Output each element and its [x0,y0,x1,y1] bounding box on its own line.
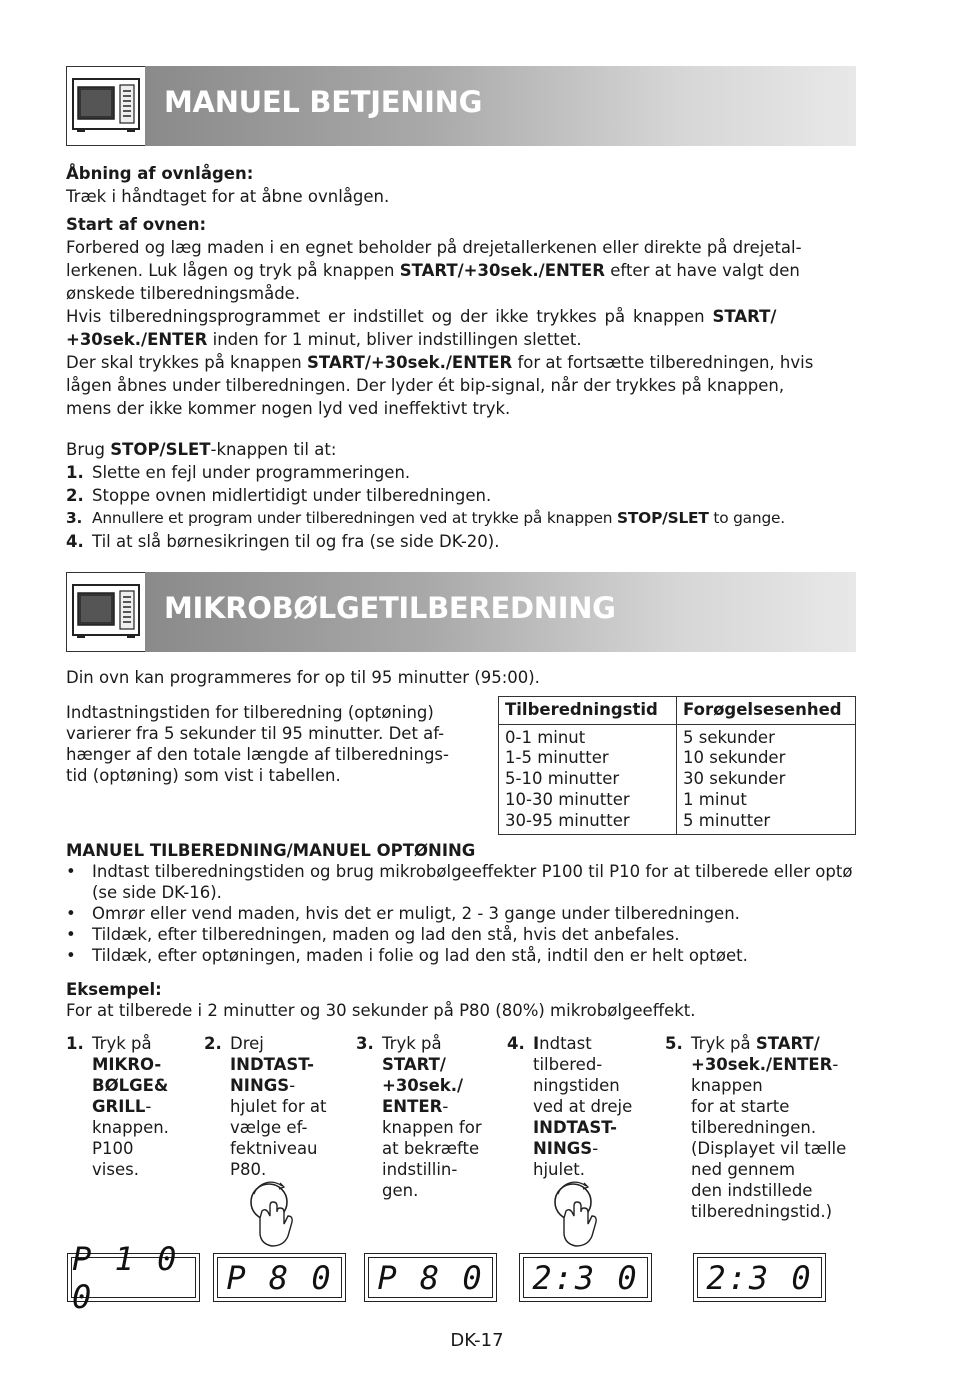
section-banner-manuel [66,66,856,146]
step-5: 5. Tryk på START/ +30sek./ENTER- knappen for at starte tilberedningen. (Displayet vil tælle ned gennem den indstillede tilberedningstid.) [665,1034,847,1221]
section-banner-mikrobolge [66,572,856,652]
start-p1a: Forbered og læg maden i en egnet beholder på drejetallerkenen eller direkte på drejetal- [66,238,802,257]
display-panel: P 8 0 [213,1253,346,1302]
step-3: 3. Tryk på START/ +30sek./ ENTER- knappen for at bekræfte indstillin- gen. [356,1034,482,1200]
section1-body [66,162,856,208]
display-panel: P 1 0 0 [67,1253,200,1302]
start-p3a: Der skal trykkes på knappen START/+30sek./ENTER for at fortsætte tilberedningen, hvis [66,353,814,372]
list-item: • Omrør eller vend maden, hvis det er muligt, 2 - 3 gange under tilberedningen. [66,903,856,924]
desc-line: hænger af den totale længde af tilberednings- [66,745,449,764]
time-table [498,696,856,835]
start-p3b: lågen åbnes under tilberedningen. Der lyder ét bip-signal, når der trykkes på knappen, [66,376,785,395]
table-cell: 0-1 minut 1-5 minutter 5-10 minutter 10-30 minutter 30-95 minutter [499,724,677,835]
microwave-icon [66,572,146,652]
table-header: Forøgelsesenhed [677,697,856,725]
manual-list [66,861,856,966]
start-p3c: mens der ikke kommer nogen lyd ved ineffektivt tryk. [66,399,511,418]
display-panel: 2:3 0 [693,1253,826,1302]
list-item: 2. Stoppe ovnen midlertidigt under tilberedningen. [66,486,492,505]
example-text: For at tilberede i 2 minutter og 30 sekunder på P80 (80%) mikrobølgeeffekt. [66,1001,696,1020]
list-item: • Indtast tilberedningstiden og brug mikrobølgeeffekter P100 til P10 for at tilberede eller optø (se side DK-16). [66,861,856,903]
stop-block [66,438,856,553]
step-4: 4. Indtast tilbered- ningstiden ved at dreje INDTAST- NINGS- hjulet. [507,1034,633,1179]
table-cell: 5 sekunder 10 sekunder 30 sekunder 1 minut 5 minutter [677,724,856,835]
list-item: 1. Slette en fejl under programmeringen. [66,463,411,482]
display-panel: 2:3 0 [519,1253,652,1302]
page-number: DK-17 [450,1330,504,1351]
list-item: 3. Annullere et program under tilberedningen ved at trykke på knappen STOP/SLET to gange. [66,509,785,527]
open-heading: Åbning af ovnlågen: [66,164,254,183]
list-item: • Tildæk, efter tilberedningen, maden og lad den stå, hvis det anbefales. [66,924,856,945]
section-title: MIKROBØLGETILBEREDNING [164,591,616,625]
open-text: Træk i håndtaget for at åbne ovnlågen. [66,187,390,206]
step-2: 2. Drej INDTAST- NINGS- hjulet for at vælge ef- fektniveau P80. [204,1034,327,1179]
manual-block [66,840,856,966]
start-block [66,213,856,420]
start-p1c: ønskede tilberedningsmåde. [66,284,301,303]
start-p2b: +30sek./ENTER inden for 1 minut, bliver indstillingen slettet. [66,330,582,349]
example-heading: Eksempel: [66,980,162,999]
start-p2a: Hvis tilberedningsprogrammet er indstillet og der ikke trykkes på knappen START/ [66,307,777,326]
table-header: Tilberedningstid [499,697,677,725]
desc-line: tid (optøning) som vist i tabellen. [66,766,341,785]
display-panel: P 8 0 [364,1253,497,1302]
start-heading: Start af ovnen: [66,215,207,234]
dial-hand-icon [548,1178,604,1248]
manual-heading: MANUEL TILBEREDNING/MANUEL OPTØNING [66,841,476,860]
list-item: 4. Til at slå børnesikringen til og fra (se side DK-20). [66,532,500,551]
table-header-row [499,697,856,725]
step-1: 1. Tryk på MIKRO- BØLGE& GRILL- knappen. P100 vises. [66,1034,169,1179]
desc-line: Indtastningstiden for tilberedning (optøning) [66,703,434,722]
table-row [499,724,856,835]
example-block [66,979,856,1021]
list-item: • Tildæk, efter optøningen, maden i folie og lad den stå, indtil den er helt optøet. [66,945,856,966]
intro-text: Din ovn kan programmeres for op til 95 minutter (95:00). [66,668,540,687]
microwave-icon [66,66,146,146]
start-p1b: lerkenen. Luk lågen og tryk på knappen START/+30sek./ENTER efter at have valgt den [66,261,800,280]
dial-hand-icon [244,1178,300,1248]
desc-block [66,702,476,786]
stop-list [66,461,856,553]
desc-line: varierer fra 5 sekunder til 95 minutter. Det af- [66,724,445,743]
stop-intro: Brug STOP/SLET-knappen til at: [66,440,337,459]
section-title: MANUEL BETJENING [164,85,483,119]
